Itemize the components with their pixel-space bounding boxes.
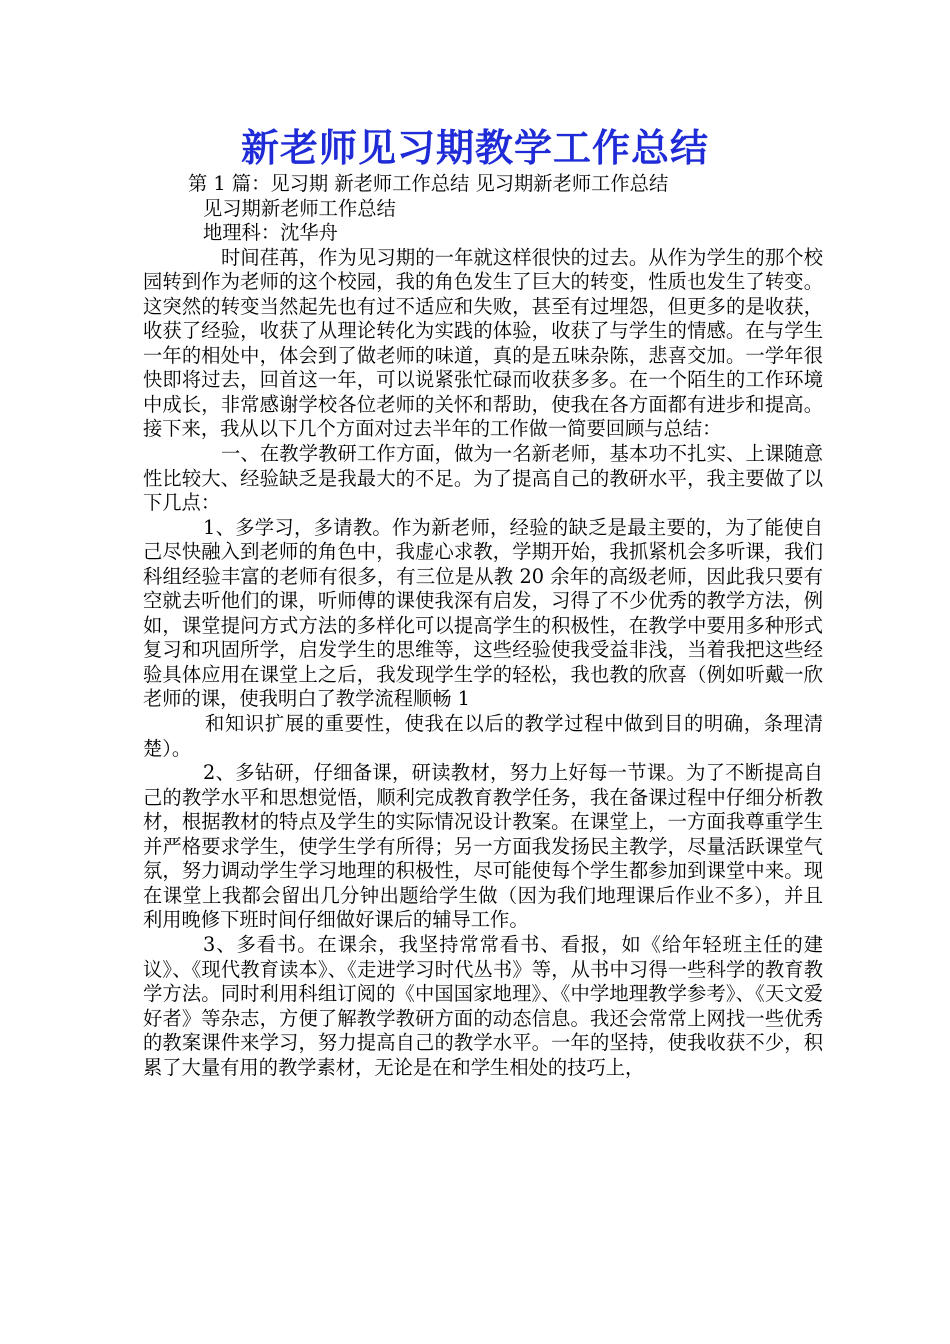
paragraph-intro: 时间荏苒，作为见习期的一年就这样很快的过去。从作为学生的那个校园转到作为老师的这个校园，我的角色发生了巨大的转变，性质也发生了转变。这突然的转变当然起先也有过不适应和失败，甚至有过埋怨，但更多的是收获，收获了经验，收获了从理论转化为实践的体验，收获了与学生的情感。在与学生一年的相处中，体会到了做老师的味道，真的是五味杂陈，悲喜交加。一学年很快即将过去，回首这一年，可以说紧张忙碌而收获多多。在一个陌生的工作环境中成长，非常感谢学校各位老师的关怀和帮助，使我在各方面都有进步和提高。 接下来，我从以下几个方面对过去半年的工作做一简要回顾与总结： — [143, 245, 823, 441]
paragraph-point-one-continued: 和知识扩展的重要性，使我在以后的教学过程中做到目的明确，条理清楚）。 — [143, 712, 823, 760]
paragraph-point-three: 3、多看书。在课余，我坚持常常看书、看报，如《给年轻班主任的建议》、《现代教育读本》、《走进学习时代丛书》等，从书中习得一些科学的教育教学方法。同时利用科组订阅的《中国国家地理》、《中学地理教学参考》、《天文爱好者》等杂志，方便了解教学教研方面的动态信息。我还会常常上网找一些优秀的教案课件来学习，努力提高自己的教学水平。一年的坚持，使我收获不少，积累了大量有用的教学素材，无论是在和学生相处的技巧上， — [143, 932, 823, 1079]
paragraph-point-two: 2、多钻研，仔细备课，研读教材，努力上好每一节课。为了不断提高自己的教学水平和思想觉悟，顺利完成教育教学任务，我在备课过程中仔细分析教材，根据教材的特点及学生的实际情况设计教案。在课堂上，一方面我尊重学生并严格要求学生，使学生学有所得；另一方面我发扬民主教学，尽量活跃课堂气氛，努力调动学生学习地理的积极性，尽可能使每个学生都参加到课堂中来。现在课堂上我都会留出几分钟出题给学生做（因为我们地理课后作业不多），并且利用晚修下班时间仔细做好课后的辅导工作。 — [143, 761, 823, 932]
document-body — [143, 172, 823, 1080]
paragraph-section-one: 一、在教学教研工作方面，做为一名新老师，基本功不扎实、上课随意性比较大、经验缺乏是我最大的不足。为了提高自己的教研水平，我主要做了以下几点： — [143, 442, 823, 515]
paragraph-point-one: 1、多学习，多请教。作为新老师，经验的缺乏是最主要的，为了能使自己尽快融入到老师的角色中，我虚心求教，学期开始，我抓紧机会多听课，我们科组经验丰富的老师有很多，有三位是从教 20 余年的高级老师，因此我只要有空就去听他们的课，听师傅的课使我深有启发，习得了不少优秀的教学方法，例如，课堂提问方式方法的多样化可以提高学生的积极性，在教学中要用多种形式复习和巩固所学，启发学生的思维等，这些经验使我受益非浅，当着我把这些经验具体应用在课堂上之后，我发现学生学的轻松，我也教的欣喜（例如听戴一欣老师的课，使我明白了教学流程顺畅 1 — [143, 515, 823, 711]
subtitle-line: 见习期新老师工作总结 — [203, 196, 396, 220]
chapter-heading: 第 1 篇：见习期 新老师工作总结 见习期新老师工作总结 — [188, 172, 669, 195]
document-title: 新老师见习期教学工作总结 — [240, 126, 709, 170]
author-line: 地理科：沈华舟 — [203, 221, 338, 245]
